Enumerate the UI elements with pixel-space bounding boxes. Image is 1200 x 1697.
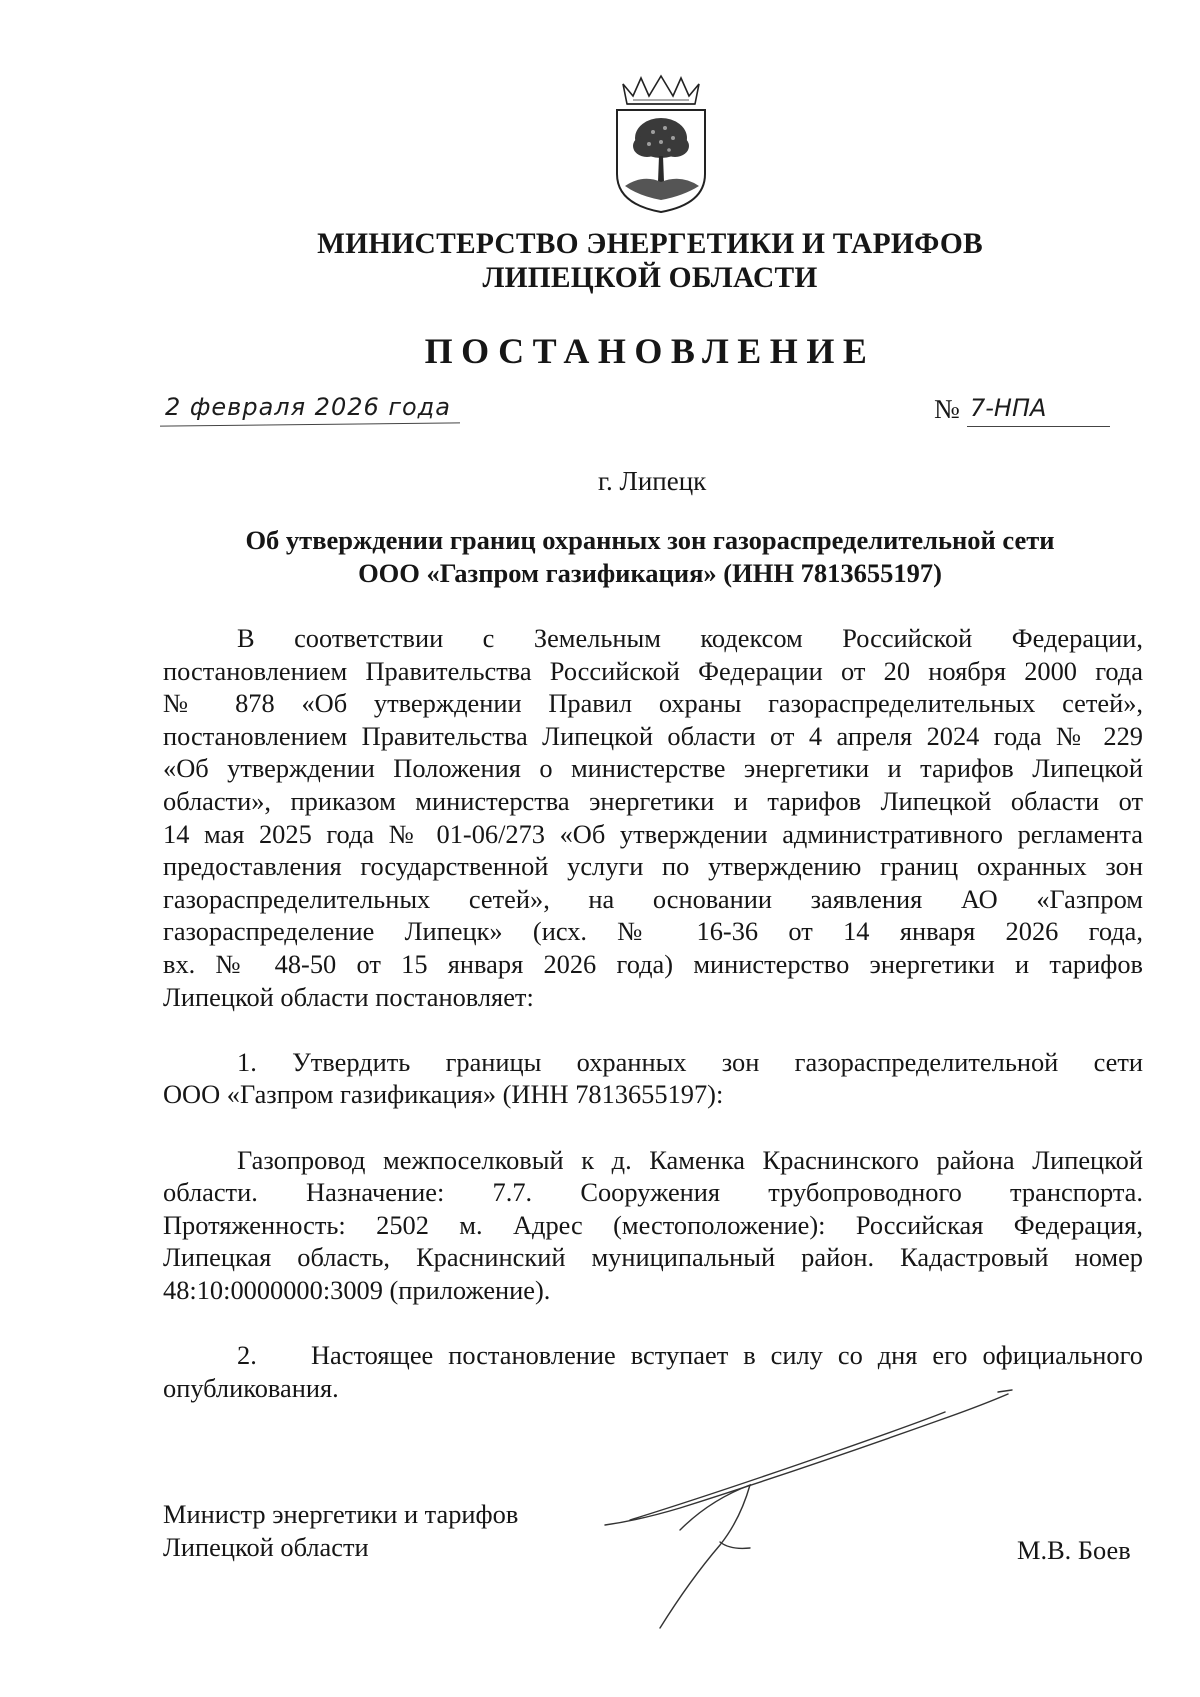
document-title-line1: Об утверждении границ охранных зон газораспределительной сети: [245, 525, 1055, 555]
handwritten-date: 2 февраля 2026 года: [165, 393, 451, 421]
text-line: Протяженность: 2502 м. Адрес (местоположение): Российская Федерация,: [163, 1209, 1143, 1240]
text-line: Газопровод межпоселковый к д. Каменка Краснинского района Липецкой: [237, 1144, 1143, 1175]
text-line: ООО «Газпром газификация» (ИНН 7813655197):: [163, 1079, 724, 1110]
handwritten-signature: [600, 1380, 1040, 1640]
text-line: [163, 1339, 1143, 1372]
paragraph-preamble: [163, 622, 1143, 1013]
handwritten-document-number: 7-НПА: [970, 394, 1047, 422]
document-body: [163, 622, 1143, 1404]
signer-name: М.В. Боев: [1017, 1535, 1131, 1565]
text-line: предоставления государственной услуги по утверждению границ охранных зон: [163, 851, 1143, 882]
document-number-label: №: [934, 394, 960, 424]
city-label: г. Липецк: [598, 466, 707, 496]
number-underline: [967, 426, 1110, 427]
item-text: Настоящее постановление вступает в силу со дня его официального: [311, 1340, 1143, 1371]
text-line: постановлением Правительства Липецкой области от 4 апреля 2024 года № 229: [163, 720, 1143, 751]
date-underline: [160, 422, 460, 426]
signer-position-line1: Министр энергетики и тарифов: [163, 1499, 519, 1529]
ministry-name-line1: МИНИСТЕРСТВО ЭНЕРГЕТИКИ И ТАРИФОВ: [317, 228, 983, 260]
text-line: 48:10:0000000:3009 (приложение).: [163, 1274, 551, 1305]
text-line: постановлением Правительства Российской Федерации от 20 ноября 2000 года: [163, 655, 1143, 686]
text-line: В соответствии с Земельным кодексом Российской Федерации,: [237, 623, 1143, 653]
coat-of-arms-icon: [603, 74, 719, 214]
text-line: газораспределительных сетей», на основании заявления АО «Газпром: [163, 883, 1143, 914]
paragraph-object-description: [163, 1144, 1143, 1307]
text-line: «Об утверждении Положения о министерстве энергетики и тарифов Липецкой: [163, 753, 1143, 784]
text-line: Липецкой области постановляет:: [163, 981, 534, 1012]
document-title-line2: ООО «Газпром газификация» (ИНН 7813655197): [358, 558, 942, 588]
text-line: опубликования.: [163, 1372, 339, 1403]
paragraph-item-1: [163, 1046, 1143, 1111]
text-line: вх. № 48-50 от 15 января 2026 года) министерство энергетики и тарифов: [163, 948, 1143, 979]
text-line: газораспределение Липецк» (исх. № 16-36 от 14 января 2026 года,: [163, 916, 1143, 947]
text-line: 1. Утвердить границы охранных зон газораспределительной сети: [237, 1046, 1143, 1077]
item-number: 2.: [237, 1340, 257, 1371]
text-line: 14 мая 2025 года № 01-06/273 «Об утверждении административного регламента: [163, 818, 1143, 849]
text-line: области», приказом министерства энергетики и тарифов Липецкой области от: [163, 785, 1143, 816]
signer-position-line2: Липецкой области: [163, 1532, 369, 1562]
ministry-name-line2: ЛИПЕЦКОЙ ОБЛАСТИ: [482, 262, 818, 294]
text-line: Липецкая область, Краснинский муниципальный район. Кадастровый номер: [163, 1242, 1143, 1273]
text-line: области. Назначение: 7.7. Сооружения трубопроводного транспорта.: [163, 1177, 1143, 1208]
document-type-heading: ПОСТАНОВЛЕНИЕ: [424, 331, 876, 371]
text-line: № 878 «Об утверждении Правил охраны газораспределительных сетей»,: [163, 688, 1143, 719]
